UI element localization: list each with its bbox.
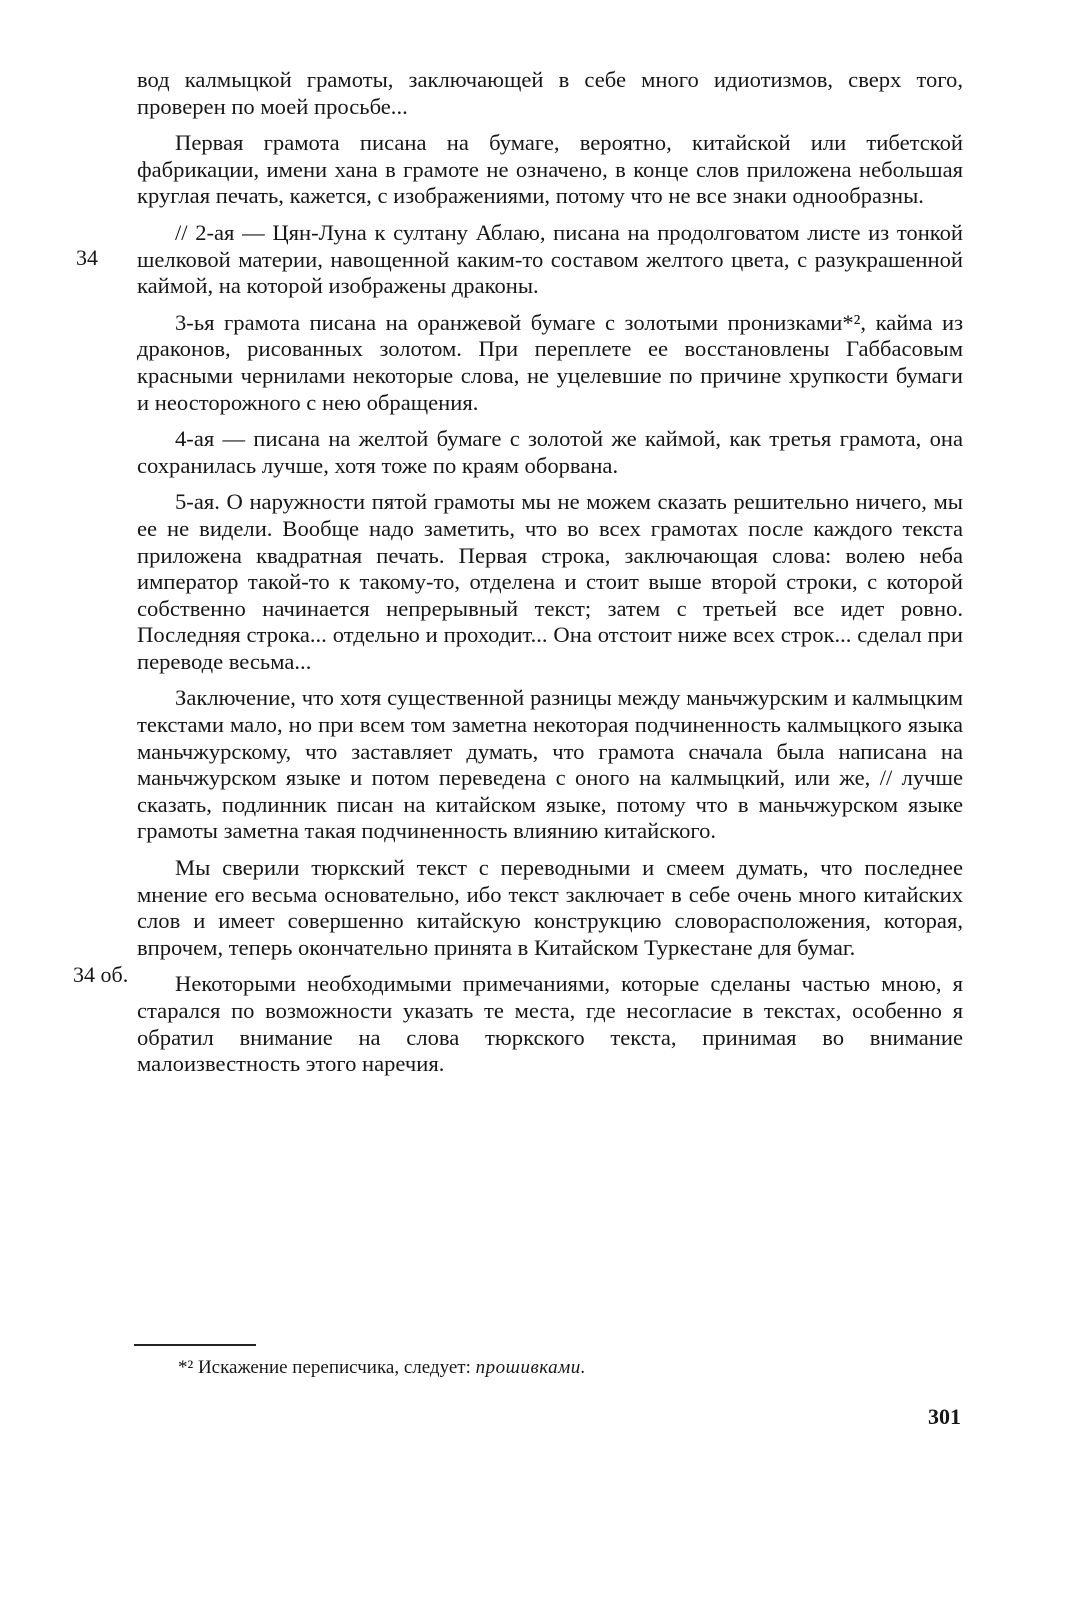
margin-folio-34-ob: 34 об. bbox=[73, 962, 129, 987]
footnote-rule bbox=[134, 1344, 256, 1346]
paragraph-5: 4-ая — писана на желтой бумаге с золотой же каймой, как третья грамота, она сохранилась лучше, хотя тоже по краям оборвана. bbox=[137, 426, 963, 478]
paragraph-6: 5-ая. О наружности пятой грамоты мы не можем сказать решительно ничего, мы ее не видели. Вообще надо заметить, что во всех грамотах после каждого текста приложена квадратная печать. Первая строка, заключающая слова: волею неба император такой-то к такому-то, отделена и стоит выше второй строки, с которой собственно начинается непрерывный текст; затем с третьей все идет ровно. Последняя строка... отдельно и проходит... Она отстоит ниже всех строк... сделал при переводе весьма... bbox=[137, 489, 963, 674]
paragraph-9: Некоторыми необходимыми примечаниями, которые сделаны частью мною, я старался по возможности указать те места, где несогласие в текстах, особенно я обратил внимание на слова тюркского текста, принимая во внимание малоизвестность этого наречия. bbox=[137, 971, 963, 1077]
footnote-emphasis: прошивками. bbox=[475, 1357, 586, 1378]
paragraph-7: Заключение, что хотя существенной разницы между маньчжурским и калмыцким текстами мало, но при всем том заметна некоторая подчиненность калмыцкого языка маньчжурскому, что заставляет думать, что грамота сначала была написана на маньчжурском языке и потом переведена с оного на калмыцкий, или же, // лучше сказать, подлинник писан на китайском языке, потому что в маньчжурском языке грамоты заметна такая подчиненность влиянию китайского. bbox=[137, 685, 963, 844]
page-number: 301 bbox=[928, 1404, 961, 1429]
footnote-text: *² Искажение переписчика, следует: bbox=[178, 1357, 476, 1378]
margin-folio-34: 34 bbox=[76, 245, 98, 270]
footnote bbox=[178, 1356, 938, 1380]
paragraph-8: Мы сверили тюркский текст с переводными и смеем думать, что последнее мнение его весьма основательно, ибо текст заключает в себе очень много китайских слов и имеет совершенно китайскую конструкцию словорасположения, которая, впрочем, теперь окончательно принята в Китайском Туркестане для бумаг. bbox=[137, 855, 963, 960]
paragraph-1: вод калмыцкой грамоты, заключающей в себе много идиотизмов, сверх того, проверен по моей просьбе... bbox=[137, 67, 963, 119]
body-text bbox=[137, 67, 963, 1088]
paragraph-4: 3-ья грамота писана на оранжевой бумаге с золотыми пронизками*², кайма из драконов, рисованных золотом. При переплете ее восстановлены Габбасовым красными чернилами некоторые слова, не уцелевшие по причине хрупкости бумаги и неосторожного с нею обращения. bbox=[137, 309, 963, 415]
paragraph-3: // 2-ая — Цян-Луна к султану Аблаю, писана на продолговатом листе из тонкой шелковой материи, навощенной каким-то составом желтого цвета, с разукрашенной каймой, на которой изображены драконы. bbox=[137, 219, 963, 299]
paragraph-2: Первая грамота писана на бумаге, вероятно, китайской или тибетской фабрикации, имени хана в грамоте не означено, в конце слов приложена небольшая круглая печать, кажется, с изображениями, потому что не все знаки однообразны. bbox=[137, 130, 963, 209]
